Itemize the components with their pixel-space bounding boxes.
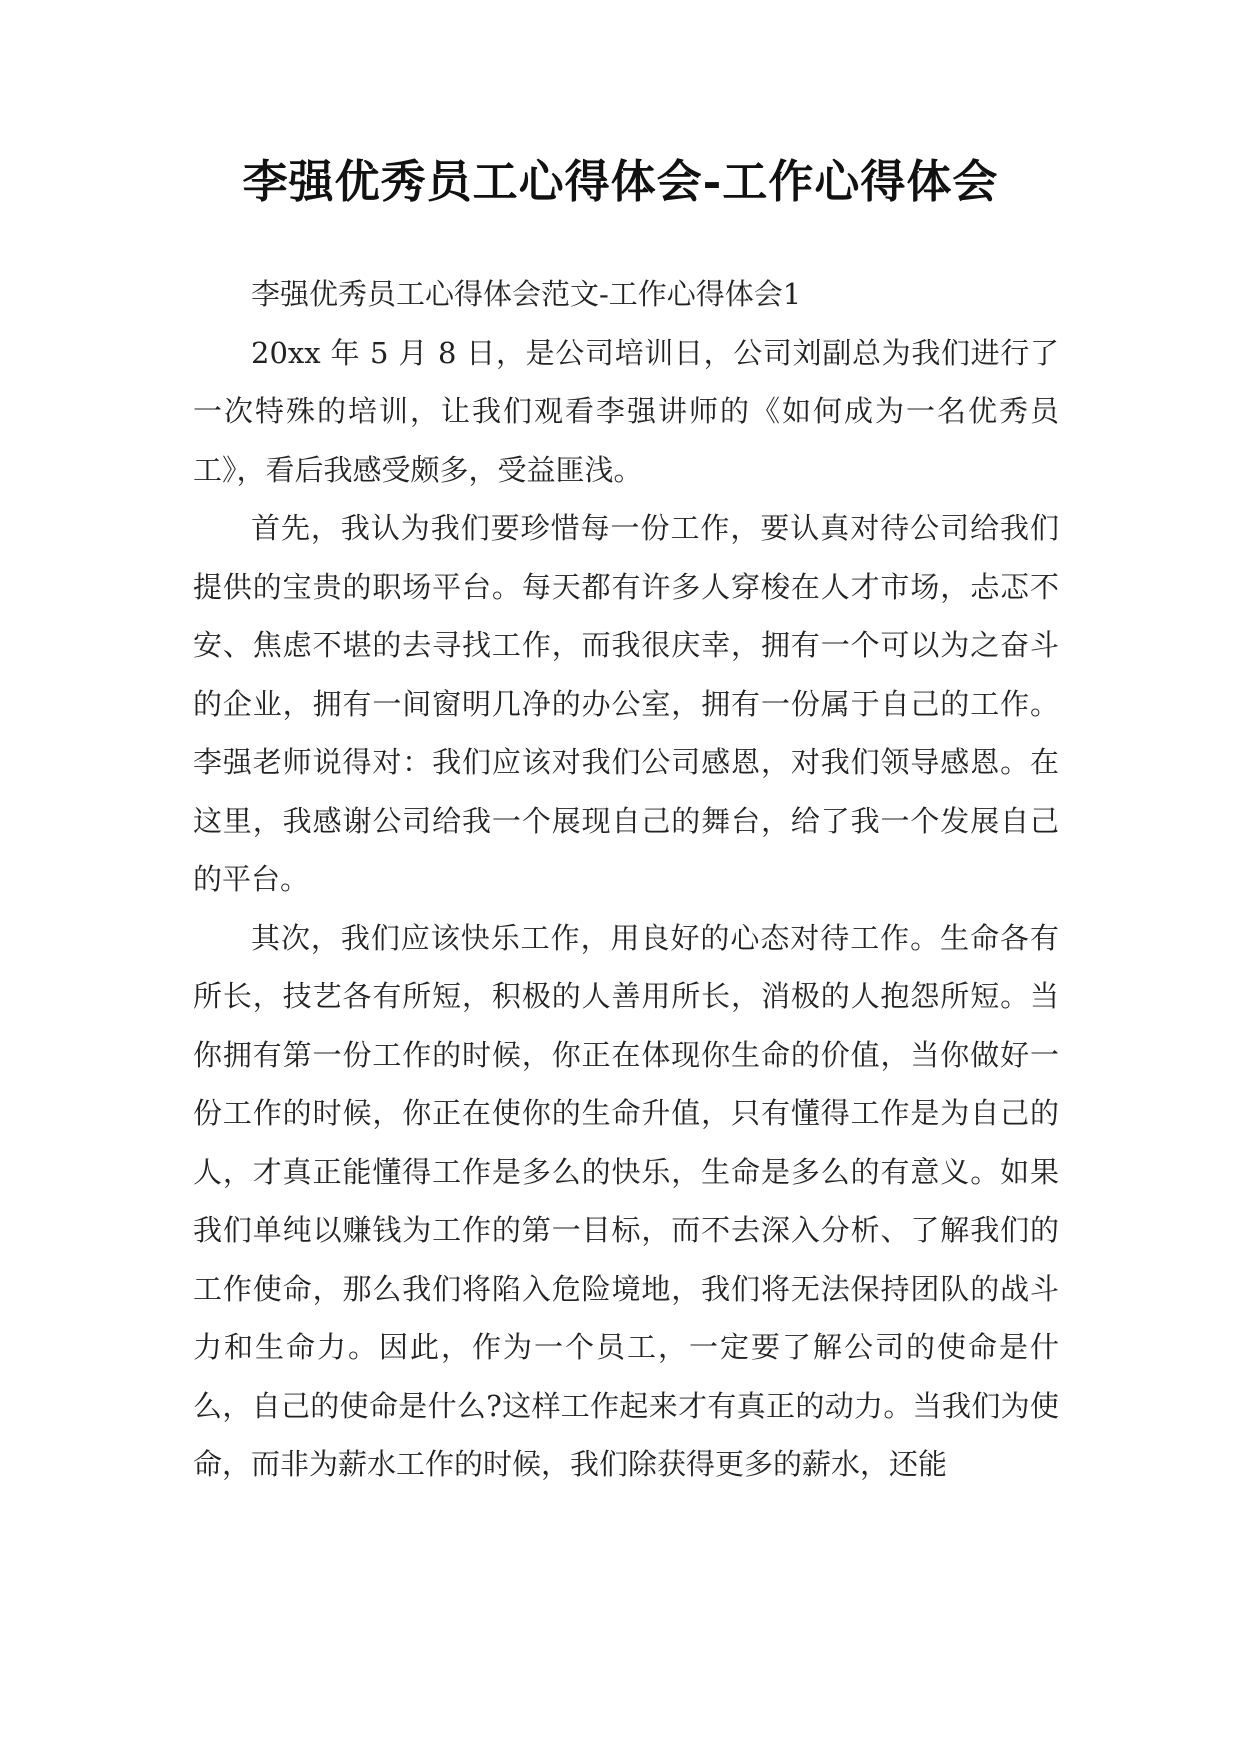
paragraph: 20xx 年 5 月 8 日，是公司培训日，公司刘副总为我们进行了一次特殊的培训，让我们观看李强讲师的《如何成为一名优秀员工》，看后我感受颇多，受益匪浅。 [193,335,1059,487]
paragraph: 首先，我认为我们要珍惜每一份工作，要认真对待公司给我们提供的宝贵的职场平台。每天都有许多人穿梭在人才市场，忐忑不安、焦虑不堪的去寻找工作，而我很庆幸，拥有一个可以为之奋斗的企业，拥有一间窗明几净的办公室，拥有一份属于自己的工作。李强老师说得对：我们应该对我们公司感恩，对我们领导感恩。在这里，我感谢公司给我一个展现自己的舞台，给了我一个发展自己的平台。 [193,511,1059,896]
document-body [193,265,1059,1494]
document-title: 李强优秀员工心得体会-工作心得体会 [242,155,999,208]
paragraph-subtitle: 李强优秀员工心得体会范文-工作心得体会1 [251,277,802,311]
paragraph: 其次，我们应该快乐工作，用良好的心态对待工作。生命各有所长，技艺各有所短，积极的人善用所长，消极的人抱怨所短。当你拥有第一份工作的时候，你正在体现你生命的价值，当你做好一份工作的时候，你正在使你的生命升值，只有懂得工作是为自己的人，才真正能懂得工作是多么的快乐，生命是多么的有意义。如果我们单纯以赚钱为工作的第一目标，而不去深入分析、了解我们的工作使命，那么我们将陷入危险境地，我们将无法保持团队的战斗力和生命力。因此，作为一个员工，一定要了解公司的使命是什么，自己的使命是什么?这样工作起来才有真正的动力。当我们为使命，而非为薪水工作的时候，我们除获得更多的薪水，还能 [193,920,1059,1481]
